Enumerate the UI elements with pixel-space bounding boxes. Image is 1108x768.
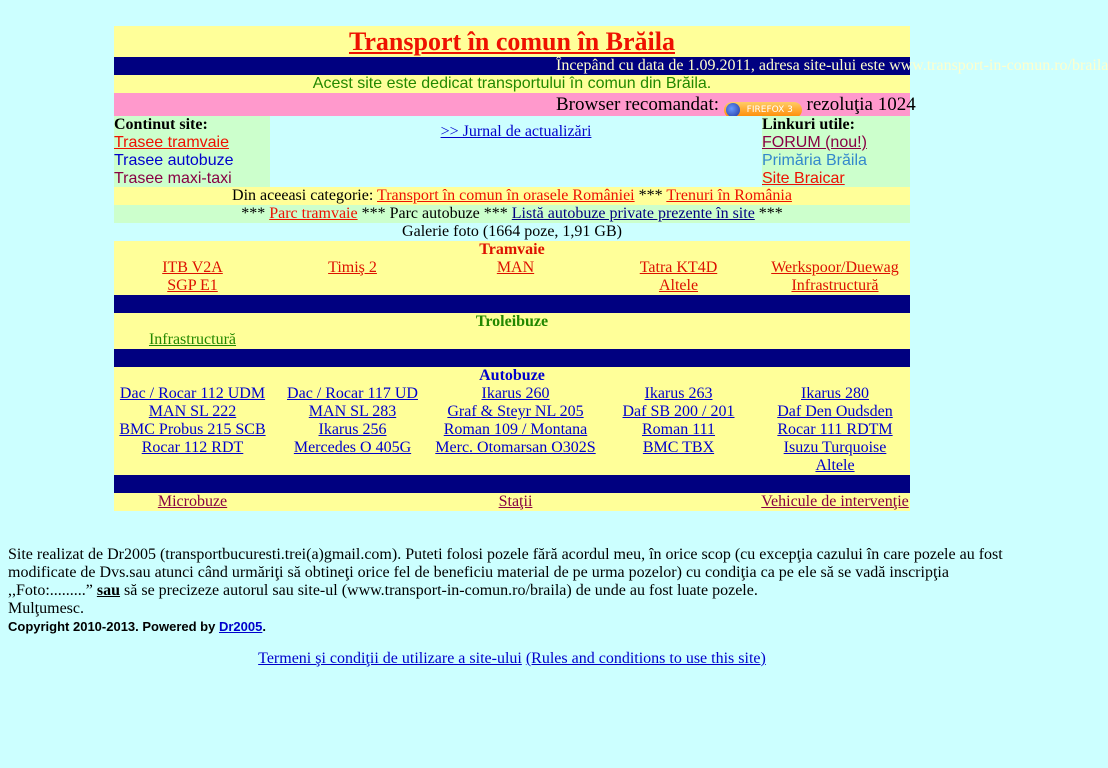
table-cell (597, 277, 760, 295)
link-service-vehicles[interactable]: Vehicule de intervenţie (761, 493, 909, 510)
trolley-grid (114, 331, 910, 349)
table-cell (114, 331, 271, 349)
table-cell (434, 457, 597, 475)
table-cell (271, 277, 434, 295)
autobuze-model-link[interactable]: Isuzu Turquoise (783, 439, 887, 456)
tram-heading: Tramvaie (479, 241, 545, 258)
table-cell (434, 403, 597, 421)
table-cell (760, 457, 910, 475)
link-braicar[interactable]: Site Braicar (762, 170, 845, 187)
autobuze-model-link[interactable]: BMC Probus 215 SCB (119, 421, 266, 438)
table-cell (760, 259, 910, 277)
autobuze-model-link[interactable]: Merc. Otomarsan O302S (435, 439, 596, 456)
main-table (114, 26, 1108, 511)
autobuze-model-link[interactable]: Rocar 112 RDT (141, 439, 244, 456)
autobuze-model-link[interactable]: Rocar 111 RDTM (777, 421, 893, 438)
tram-section (114, 241, 910, 295)
table-cell (271, 403, 434, 421)
table-cell (114, 493, 271, 511)
misc-links-row (114, 493, 910, 511)
tramvaie-model-link[interactable]: Altele (658, 277, 699, 294)
table-cell (114, 277, 271, 295)
separator (114, 475, 910, 493)
autobuze-model-link[interactable]: Daf Den Oudsden (777, 403, 893, 420)
tramvaie-model-link[interactable]: Infrastructură (791, 277, 879, 294)
table-cell (597, 439, 760, 457)
tramvaie-model-link[interactable]: MAN (496, 259, 535, 276)
separator (114, 349, 910, 367)
trolley-heading: Troleibuze (475, 313, 549, 330)
link-bus-routes[interactable]: Trasee autobuze (114, 152, 234, 169)
troleibuze-model-link[interactable]: Infrastructură (148, 331, 237, 348)
table-cell (597, 421, 760, 439)
terms-row (0, 650, 1024, 668)
link-maxitaxi-routes[interactable]: Trasee maxi-taxi (114, 170, 232, 187)
table-cell (597, 331, 760, 349)
tramvaie-model-link[interactable]: Timiş 2 (328, 259, 377, 276)
table-cell (434, 385, 597, 403)
link-minibuses[interactable]: Microbuze (157, 493, 228, 510)
footer (8, 546, 1018, 636)
autobuze-model-link[interactable]: Ikarus 263 (644, 385, 713, 402)
browser-bar (114, 93, 916, 116)
bus-grid (114, 385, 910, 475)
link-forum[interactable]: FORUM (nou!) (762, 134, 867, 151)
autobuze-model-link[interactable]: Altele (815, 457, 855, 474)
table-cell (114, 457, 271, 475)
table-cell (597, 259, 760, 277)
link-private-bus-list[interactable]: Listă autobuze private prezente în site (511, 205, 755, 222)
autobuze-model-link[interactable]: Roman 109 / Montana (443, 421, 588, 438)
link-primaria[interactable]: Primăria Brăila (762, 152, 867, 169)
table-cell (597, 385, 760, 403)
page-title[interactable]: Transport în comun în Brăila (348, 27, 675, 56)
terms-link-en[interactable]: (Rules and conditions to use this site) (525, 650, 766, 667)
browser-label: Browser recomandat: (556, 94, 720, 115)
copyright: Copyright 2010-2013. Powered by Dr2005. (8, 619, 266, 634)
link-tram-fleet[interactable]: Parc tramvaie (269, 205, 358, 222)
table-cell (114, 403, 271, 421)
table-cell (760, 421, 910, 439)
table-cell (760, 331, 910, 349)
table-cell (760, 403, 910, 421)
autobuze-model-link[interactable]: BMC TBX (642, 439, 715, 456)
table-cell (434, 259, 597, 277)
firefox-badge-icon[interactable]: FIREFOX 3 (724, 102, 802, 118)
table-cell (597, 457, 760, 475)
bus-section (114, 367, 910, 475)
site-content-menu (114, 116, 270, 187)
tramvaie-model-link[interactable]: ITB V2A (162, 259, 223, 276)
navigation-row (114, 116, 910, 187)
useful-links-menu (762, 116, 910, 187)
dedication-text: Acest site este dedicat transportului în comun din Brăila. (114, 75, 910, 93)
autobuze-model-link[interactable]: MAN SL 222 (148, 403, 237, 420)
autobuze-model-link[interactable]: MAN SL 283 (308, 403, 397, 420)
table-cell (434, 277, 597, 295)
gallery-caption: Galerie foto (1664 poze, 1,91 GB) (114, 223, 910, 241)
thanks-text: Mulţumesc. (8, 600, 84, 617)
autobuze-model-link[interactable]: Dac / Rocar 117 UD (287, 385, 418, 402)
autobuze-model-link[interactable]: Roman 111 (641, 421, 716, 438)
autobuze-model-link[interactable]: Daf SB 200 / 201 (622, 403, 735, 420)
table-cell (271, 259, 434, 277)
category-row: Din aceeasi categorie: Transport în comun în orasele României *** Trenuri în România (114, 187, 910, 205)
link-tram-routes[interactable]: Trasee tramvaie (114, 134, 229, 151)
tramvaie-model-link[interactable]: Werkspoor/Duewag (771, 259, 899, 276)
tramvaie-model-link[interactable]: Tatra KT4D (639, 259, 718, 276)
content-heading: Continut site: (114, 116, 208, 133)
table-cell (271, 439, 434, 457)
table-cell (271, 493, 434, 511)
footer-text-2: să se precizeze autorul sau site-ul (www.transport-in-comun.ro/braila) de unde au fost luate pozele. (124, 582, 758, 599)
autobuze-model-link[interactable]: Ikarus 260 (481, 385, 550, 402)
table-cell (760, 385, 910, 403)
footer-text: Site realizat de Dr2005 (transportbucuresti.trei(a)gmail.com). Puteti folosi pozele fără acordul meu, în orice scop (cu excepţia cazului în care pozele au fost modificate de Dvs.sau atunci când urmăriţi să obtineţi orice fel de beneficiu material de pe urma pozelor) cu condiţia ca pe ele să se vadă inscripţia ,,Foto:.........” (8, 546, 1003, 599)
table-cell (114, 385, 271, 403)
link-romania-cities[interactable]: Transport în comun în orasele României (377, 187, 635, 204)
author-link[interactable]: Dr2005 (218, 619, 263, 634)
table-cell (434, 439, 597, 457)
table-cell (271, 331, 434, 349)
tram-grid (114, 259, 910, 295)
table-cell (760, 439, 910, 457)
table-cell (434, 493, 597, 511)
table-cell (597, 403, 760, 421)
journal-cell (270, 116, 762, 187)
separator (114, 295, 910, 313)
link-trains[interactable]: Trenuri în România (666, 187, 792, 204)
links-heading: Linkuri utile: (762, 116, 855, 133)
table-cell (434, 421, 597, 439)
autobuze-model-link[interactable]: Ikarus 256 (318, 421, 387, 438)
table-cell (434, 331, 597, 349)
table-cell (114, 439, 271, 457)
autobuze-model-link[interactable]: Graf & Steyr NL 205 (447, 403, 584, 420)
bus-heading: Autobuze (479, 367, 545, 384)
terms-link-ro[interactable]: Termeni şi condiţii de utilizare a site-ului (258, 650, 522, 667)
footer-sau-link[interactable]: sau (96, 582, 121, 599)
link-stations[interactable]: Staţii (498, 493, 533, 510)
autobuze-model-link[interactable]: Mercedes O 405G (293, 439, 412, 456)
table-cell (114, 259, 271, 277)
resolution-label: rezoluţia 1024 (806, 94, 916, 115)
table-cell (271, 385, 434, 403)
fleet-row: *** Parc tramvaie *** Parc autobuze *** Listă autobuze private prezente în site *** (114, 205, 910, 223)
autobuze-model-link[interactable]: Ikarus 280 (801, 385, 869, 402)
table-cell (597, 493, 760, 511)
globe-icon (726, 103, 740, 117)
table-cell (271, 457, 434, 475)
autobuze-model-link[interactable]: Dac / Rocar 112 UDM (119, 385, 266, 402)
trolley-section (114, 313, 910, 349)
notice-marquee: Începând cu data de 1.09.2011, adresa site-ului este www.transport-in-comun.ro/braila (114, 57, 910, 75)
title-bar (114, 26, 910, 57)
tramvaie-model-link[interactable]: SGP E1 (167, 277, 218, 294)
table-cell (114, 421, 271, 439)
journal-link[interactable]: >> Jurnal de actualizări (440, 123, 592, 140)
table-cell (271, 421, 434, 439)
table-cell (760, 277, 910, 295)
table-cell (760, 493, 910, 511)
